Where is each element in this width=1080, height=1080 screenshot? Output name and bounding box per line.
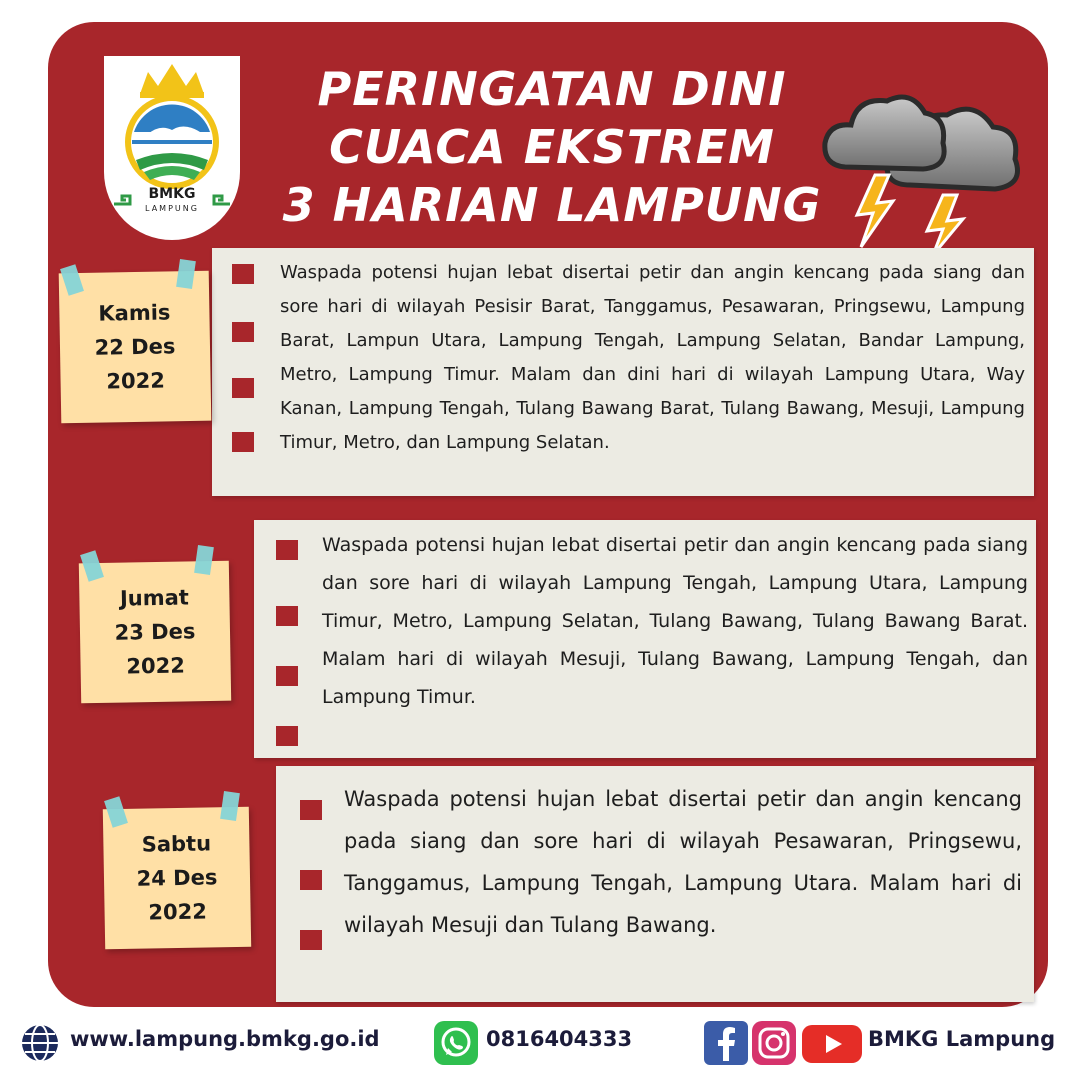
torn-hole [232,432,254,452]
date-note-2 [79,561,231,704]
torn-hole [276,606,298,626]
logo-text: BMKG [148,186,196,202]
date-day: Kamis [98,300,171,326]
torn-hole [232,378,254,398]
logo-subtext: LAMPUNG [145,204,199,213]
torn-hole [300,870,322,890]
date-day: Sabtu [141,831,212,857]
date-note-1 [59,271,212,424]
website-link[interactable]: www.lampung.bmkg.go.id [70,1027,380,1051]
torn-hole [232,322,254,342]
date-note-3 [103,807,251,950]
date-date: 22 Des [94,334,176,360]
warning-text-1: Waspada potensi hujan lebat disertai petir dan angin kencang pada siang dan sore hari di wilayah Pesisir Barat, Tanggamus, Pesawaran, Pringsewu, Lampung Barat, Lampun Utara, Lampung Tengah, Lampung Selatan, Bandar Lampung, Metro, Lampung Timur. Malam dan dini hari di wilayah Lampung Utara, Way Kanan, Lampung Tengah, Tulang Bawang Barat, Tulang Bawang, Mesuji, Lampung Timur, Metro, dan Lampung Selatan. [280,262,1025,453]
page-title [262,60,842,234]
torn-hole [276,726,298,746]
torn-hole [276,540,298,560]
date-year: 2022 [126,653,186,679]
warning-text-2: Waspada potensi hujan lebat disertai petir dan angin kencang pada siang dan sore hari di wilayah Lampung Tengah, Lampung Utara, Lampung Timur, Metro, Lampung Selatan, Tulang Bawang, Tulang Bawang Barat. Malam hari di wilayah Mesuji, Tulang Bawang, Lampung Tengah, dan Lampung Timur. [322,534,1028,708]
torn-hole [300,800,322,820]
title-line-2: CUACA EKSTREM [329,120,775,174]
instagram-icon[interactable] [752,1021,796,1065]
youtube-icon[interactable] [802,1025,862,1063]
bmkg-logo [104,56,240,240]
facebook-icon[interactable] [704,1021,748,1065]
date-year: 2022 [148,899,208,925]
date-date: 23 Des [114,619,196,645]
title-line-1: PERINGATAN DINI [317,62,787,116]
storm-cloud-icon [815,55,1030,260]
torn-hole [232,264,254,284]
globe-icon [20,1023,60,1063]
social-handle[interactable]: BMKG Lampung [868,1027,1056,1051]
phone-number[interactable]: 0816404333 [486,1027,633,1051]
date-day: Jumat [119,585,190,611]
warning-text-3: Waspada potensi hujan lebat disertai petir dan angin kencang pada siang dan sore hari di wilayah Pesawaran, Pringsewu, Tanggamus, Lampung Tengah, Lampung Utara. Malam hari di wilayah Mesuji dan Tulang Bawang. [344,787,1022,937]
date-date: 24 Des [136,865,218,891]
title-line-3: 3 HARIAN LAMPUNG [282,178,822,232]
torn-hole [300,930,322,950]
date-year: 2022 [106,368,166,394]
whatsapp-icon[interactable] [434,1021,478,1065]
torn-hole [276,666,298,686]
footer [0,1015,1080,1075]
